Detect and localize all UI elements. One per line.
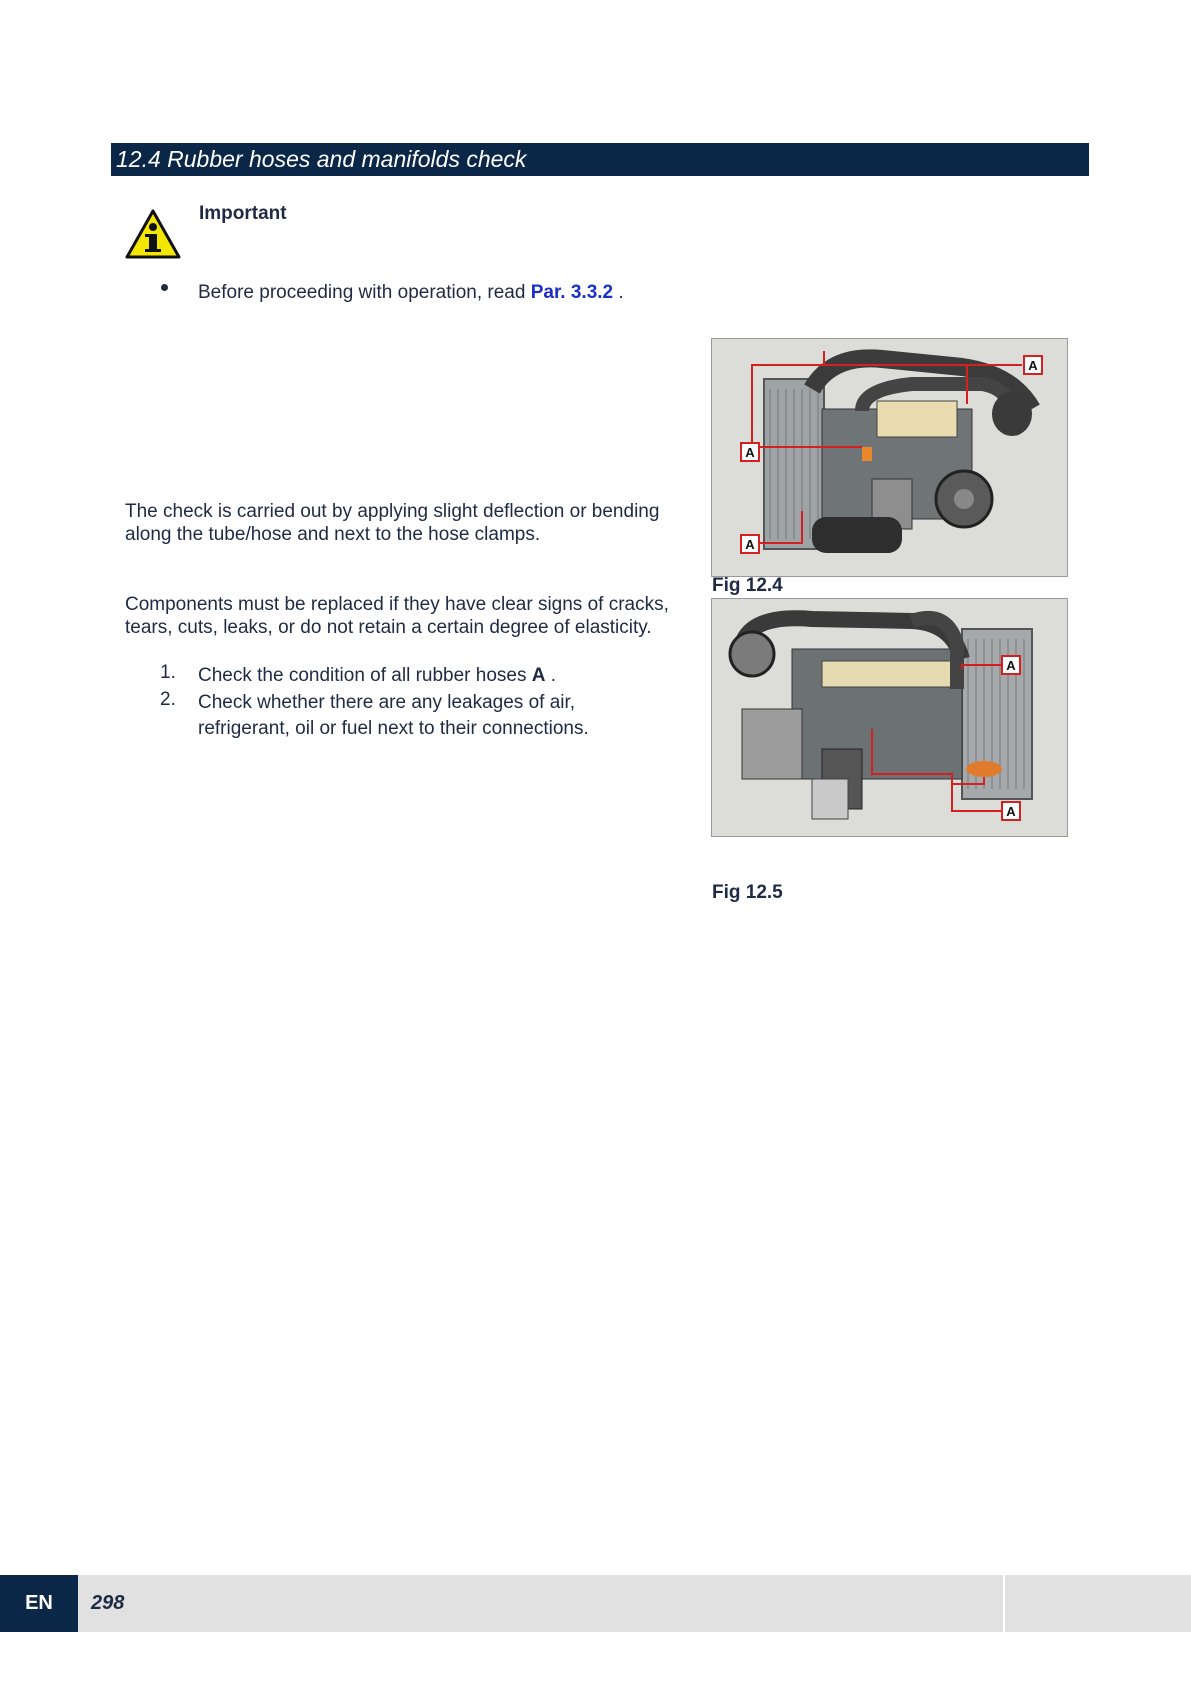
footer-divider [1003, 1575, 1005, 1632]
figure-caption-12-4: Fig 12.4 [712, 575, 783, 596]
engine-figure-12-5 [711, 598, 1068, 837]
language-badge: EN [0, 1575, 78, 1632]
callout-a-label: A [1006, 658, 1016, 673]
callout-a-label: A [745, 445, 755, 460]
step-1-hose-ref: A [531, 665, 546, 686]
section-title: 12.4 Rubber hoses and manifolds check [111, 143, 1089, 176]
notice-bullet-text: Before proceeding with operation, read [198, 282, 531, 303]
important-heading: Important [199, 203, 287, 224]
step-1-end: . [545, 665, 557, 686]
engine-illustration-side [712, 599, 1067, 836]
par-3-3-2-link[interactable]: Par. 3.3.2 [530, 282, 614, 303]
callout-a-label: A [745, 537, 755, 552]
step-text: Check whether there are any leakages of air, refrigerant, oil or fuel next to their connections. [198, 692, 589, 739]
notice-bullet-end: . [613, 282, 624, 303]
warning-info-icon [124, 208, 182, 260]
notice-bullet [198, 282, 624, 304]
callout-a-label: A [1006, 804, 1016, 819]
callout-a-label: A [1028, 358, 1038, 373]
step-number: 1. [160, 662, 176, 683]
bullet-dot [161, 284, 168, 291]
step-number: 2. [160, 689, 176, 710]
figure-caption-12-5: Fig 12.5 [712, 882, 783, 903]
step-1-text: Check the condition of all rubber hoses [198, 665, 532, 686]
paragraph-replacement-criteria: Components must be replaced if they have clear signs of cracks, tears, cuts, leaks, or do not retain a certain degree of elasticity. [125, 594, 669, 638]
paragraph-deflection-check: The check is carried out by applying slight deflection or bending along the tube/hose and next to the hose clamps. [125, 501, 660, 545]
page-footer [0, 1575, 1191, 1632]
page-number: 298 [91, 1592, 125, 1614]
engine-figure-12-4 [711, 338, 1068, 577]
step-text [198, 663, 658, 689]
engine-illustration-front [712, 339, 1067, 576]
